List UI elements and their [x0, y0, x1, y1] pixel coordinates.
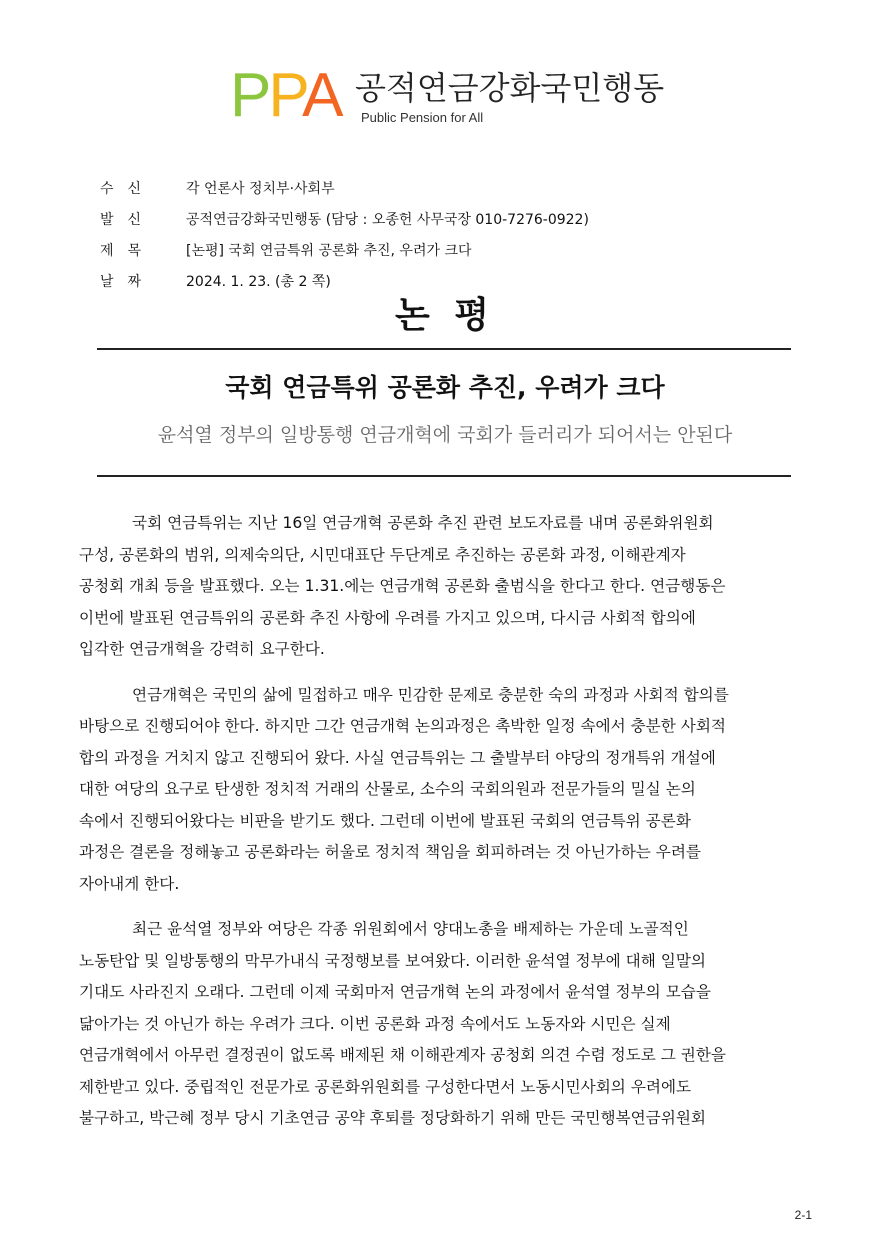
divider-top [97, 348, 791, 350]
document-title: 국회 연금특위 공론화 추진, 우려가 크다 [225, 373, 665, 402]
meta-value: 공적연금강화국민행동 (담당 : 오종헌 사무국장 010-7276-0922) [186, 211, 589, 228]
text-line: 불구하고, 박근혜 정부 당시 기초연금 공약 후퇴를 정당화하기 위해 만든 국민행복연금위원회 [79, 1109, 706, 1127]
organization-english-name: Public Pension for All [361, 110, 484, 125]
text-line: 기대도 사라진지 오래다. 그런데 이제 국회마저 연금개혁 논의 과정에서 윤석열 정부의 모습을 [79, 983, 711, 1001]
text-line: 자아내게 한다. [79, 874, 180, 893]
text-line: 바탕으로 진행되어야 한다. 하지만 그간 연금개혁 논의과정은 촉박한 일정 속에서 충분한 사회적 [79, 717, 726, 735]
logo-letter-p1: P [230, 61, 269, 130]
organization-logo [230, 61, 670, 134]
text-line: 구성, 공론화의 범위, 의제숙의단, 시민대표단 두단계로 추진하는 공론화 과정, 이해관계자 [79, 545, 686, 564]
document-type-heading: 논 평 [394, 295, 496, 336]
meta-label: 발신 [100, 211, 156, 228]
text-line: 연금개혁에서 아무런 결정권이 없도록 배제된 채 이해관계자 공청회 의견 수렴 정도로 그 권한을 [79, 1046, 726, 1064]
text-line: 입각한 연금개혁을 강력히 요구한다. [79, 640, 325, 658]
text-line: 국회 연금특위는 지난 16일 연금개혁 공론화 추진 관련 보도자료를 내며 공론화위원회 [132, 514, 714, 532]
meta-row-date [100, 265, 589, 296]
text-line: 제한받고 있다. 중립적인 전문가로 공론화위원회를 구성한다면서 노동시민사회의 우려에도 [79, 1077, 692, 1096]
meta-label: 수신 [100, 180, 156, 197]
document-subtitle: 윤석열 정부의 일방통행 연금개혁에 국회가 들러리가 되어서는 안된다 [157, 424, 733, 446]
text-line: 연금개혁은 국민의 삶에 밀접하고 매우 민감한 문제로 충분한 숙의 과정과 사회적 합의를 [132, 685, 729, 704]
text-line: 공청회 개최 등을 발표했다. 오는 1.31.에는 연금개혁 공론화 출범식을 한다고 한다. 연금행동은 [79, 577, 726, 595]
meta-label: 제목 [100, 242, 156, 259]
paragraph-3 [79, 914, 809, 1135]
meta-value: [논평] 국회 연금특위 공론화 추진, 우려가 크다 [186, 242, 472, 259]
text-line: 대한 여당의 요구로 탄생한 정치적 거래의 산물로, 소수의 국회의원과 전문가들의 밀실 논의 [79, 780, 696, 798]
text-line: 속에서 진행되어왔다는 비판을 받기도 했다. 그런데 이번에 발표된 국회의 연금특위 공론화 [79, 811, 691, 830]
paragraph-2 [79, 680, 809, 901]
text-line: 노동탄압 및 일방통행의 막무가내식 국정행보를 보여왔다. 이러한 윤석열 정부에 대해 일말의 [79, 951, 706, 970]
meta-row-recipient [100, 172, 589, 203]
page-number: 2-1 [794, 1208, 812, 1222]
meta-value: 2024. 1. 23. (총 2 쪽) [186, 273, 331, 290]
divider-bottom [97, 475, 791, 477]
text-line: 과정은 결론을 정해놓고 공론화라는 허울로 정치적 책임을 회피하려는 것 아닌가하는 우려를 [79, 843, 701, 861]
text-line: 최근 윤석열 정부와 여당은 각종 위원회에서 양대노총을 배제하는 가운데 노골적인 [132, 920, 689, 938]
logo-letter-a: A [302, 61, 341, 130]
organization-name: 공적연금강화국민행동 [355, 69, 665, 107]
text-line: 이번에 발표된 연금특위의 공론화 추진 사항에 우려를 가지고 있으며, 다시금 사회적 합의에 [79, 608, 696, 627]
meta-value: 각 언론사 정치부·사회부 [186, 180, 335, 197]
document-meta [100, 172, 589, 296]
meta-row-subject [100, 234, 589, 265]
meta-label: 날짜 [100, 273, 156, 290]
document-body [79, 508, 809, 1149]
meta-row-sender [100, 203, 589, 234]
logo-letter-p2: P [268, 61, 303, 130]
text-line: 닮아가는 것 아닌가 하는 우려가 크다. 이번 공론화 과정 속에서도 노동자와 시민은 실제 [79, 1014, 671, 1033]
ppa-logo-mark [230, 61, 341, 130]
paragraph-1 [79, 508, 809, 666]
text-line: 합의 과정을 거치지 않고 진행되어 왔다. 사실 연금특위는 그 출발부터 야당의 정개특위 개설에 [79, 748, 716, 767]
